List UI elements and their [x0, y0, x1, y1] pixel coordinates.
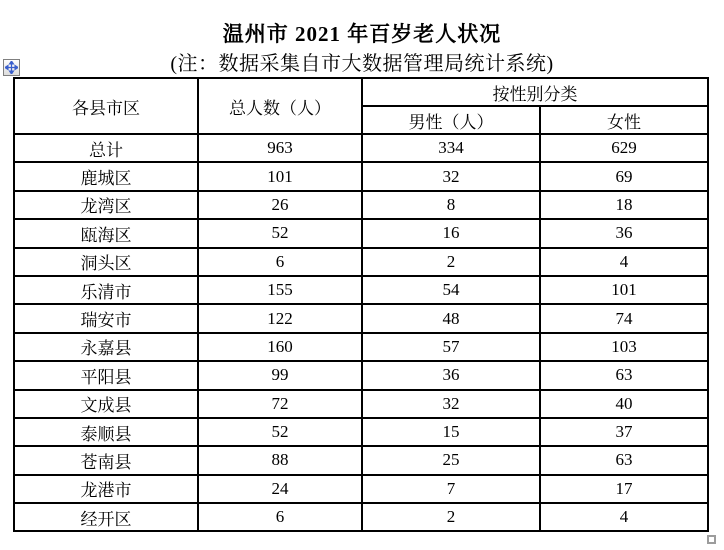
male-cell[interactable]: 32 [362, 390, 540, 418]
male-cell[interactable]: 48 [362, 304, 540, 332]
male-cell[interactable]: 16 [362, 219, 540, 247]
total-cell[interactable]: 24 [198, 475, 362, 503]
table-row [14, 219, 708, 247]
total-cell[interactable]: 52 [198, 219, 362, 247]
table-move-handle[interactable] [3, 59, 20, 76]
female-cell[interactable]: 63 [540, 446, 708, 474]
table-row [14, 162, 708, 190]
region-cell[interactable]: 瑞安市 [14, 304, 198, 332]
female-cell[interactable]: 37 [540, 418, 708, 446]
female-cell[interactable]: 36 [540, 219, 708, 247]
female-cell[interactable]: 101 [540, 276, 708, 304]
total-cell[interactable]: 160 [198, 333, 362, 361]
table-row [14, 418, 708, 446]
move-icon [5, 61, 18, 74]
region-cell[interactable]: 经开区 [14, 503, 198, 531]
table-row [14, 134, 708, 162]
male-cell[interactable]: 54 [362, 276, 540, 304]
female-cell[interactable]: 4 [540, 503, 708, 531]
female-cell[interactable]: 103 [540, 333, 708, 361]
total-cell[interactable]: 52 [198, 418, 362, 446]
female-cell[interactable]: 74 [540, 304, 708, 332]
document-note: (注：数据采集自市大数据管理局统计系统) [170, 53, 554, 75]
table-row [14, 333, 708, 361]
header-female-col[interactable]: 女性 [540, 106, 708, 134]
region-cell[interactable]: 总计 [14, 134, 198, 162]
male-cell[interactable]: 8 [362, 191, 540, 219]
table-row [14, 304, 708, 332]
male-cell[interactable]: 334 [362, 134, 540, 162]
female-cell[interactable]: 629 [540, 134, 708, 162]
total-cell[interactable]: 72 [198, 390, 362, 418]
total-cell[interactable]: 88 [198, 446, 362, 474]
total-cell[interactable]: 6 [198, 248, 362, 276]
male-cell[interactable]: 57 [362, 333, 540, 361]
header-total-col[interactable]: 总人数（人） [198, 78, 362, 134]
table-row [14, 390, 708, 418]
region-cell[interactable]: 鹿城区 [14, 162, 198, 190]
table-row [14, 248, 708, 276]
region-cell[interactable]: 龙港市 [14, 475, 198, 503]
female-cell[interactable]: 4 [540, 248, 708, 276]
male-cell[interactable]: 15 [362, 418, 540, 446]
total-cell[interactable]: 26 [198, 191, 362, 219]
female-cell[interactable]: 69 [540, 162, 708, 190]
total-cell[interactable]: 122 [198, 304, 362, 332]
table-row [14, 191, 708, 219]
region-cell[interactable]: 瓯海区 [14, 219, 198, 247]
total-cell[interactable]: 6 [198, 503, 362, 531]
total-cell[interactable]: 155 [198, 276, 362, 304]
male-cell[interactable]: 32 [362, 162, 540, 190]
total-cell[interactable]: 99 [198, 361, 362, 389]
male-cell[interactable]: 25 [362, 446, 540, 474]
female-cell[interactable]: 17 [540, 475, 708, 503]
table-row [14, 475, 708, 503]
region-cell[interactable]: 永嘉县 [14, 333, 198, 361]
table-row [14, 503, 708, 531]
document-title: 温州市 2021 年百岁老人状况 [222, 22, 502, 46]
region-cell[interactable]: 龙湾区 [14, 191, 198, 219]
male-cell[interactable]: 2 [362, 248, 540, 276]
header-region-col[interactable]: 各县市区 [14, 78, 198, 134]
region-cell[interactable]: 平阳县 [14, 361, 198, 389]
table-resize-handle[interactable] [707, 535, 716, 544]
male-cell[interactable]: 2 [362, 503, 540, 531]
female-cell[interactable]: 18 [540, 191, 708, 219]
table-row [14, 446, 708, 474]
table-row [14, 361, 708, 389]
header-gender-group[interactable]: 按性别分类 [362, 78, 708, 106]
female-cell[interactable]: 40 [540, 390, 708, 418]
centenarian-stats-table [13, 77, 709, 532]
male-cell[interactable]: 7 [362, 475, 540, 503]
region-cell[interactable]: 泰顺县 [14, 418, 198, 446]
region-cell[interactable]: 苍南县 [14, 446, 198, 474]
male-cell[interactable]: 36 [362, 361, 540, 389]
region-cell[interactable]: 乐清市 [14, 276, 198, 304]
region-cell[interactable]: 洞头区 [14, 248, 198, 276]
region-cell[interactable]: 文成县 [14, 390, 198, 418]
total-cell[interactable]: 101 [198, 162, 362, 190]
female-cell[interactable]: 63 [540, 361, 708, 389]
header-row-top [14, 78, 708, 106]
total-cell[interactable]: 963 [198, 134, 362, 162]
header-male-col[interactable]: 男性（人） [362, 106, 540, 134]
table-row [14, 276, 708, 304]
